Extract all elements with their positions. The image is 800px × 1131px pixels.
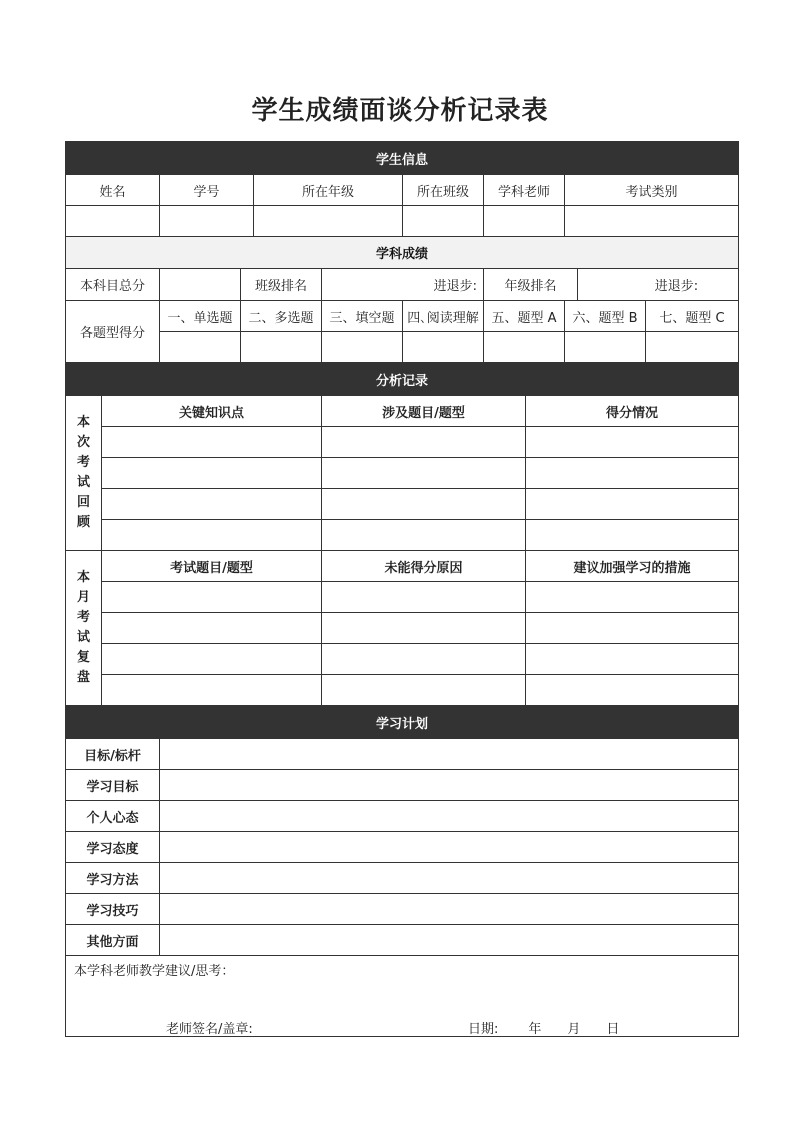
grade-rank-label: 年级排名 bbox=[484, 269, 578, 301]
review-cell[interactable] bbox=[322, 458, 526, 489]
plan-field[interactable] bbox=[160, 739, 739, 770]
monthly-header-measures: 建议加强学习的措施 bbox=[526, 551, 739, 582]
header-name: 姓名 bbox=[66, 175, 160, 206]
review-header-score: 得分情况 bbox=[526, 396, 739, 427]
form-table bbox=[65, 141, 739, 1037]
field-total-score[interactable] bbox=[160, 269, 241, 301]
plan-field[interactable] bbox=[160, 832, 739, 863]
monthly-cell[interactable] bbox=[322, 582, 526, 613]
date-line bbox=[468, 1018, 619, 1037]
header-student-id: 学号 bbox=[160, 175, 254, 206]
plan-label-benchmark: 目标/标杆 bbox=[66, 739, 160, 770]
class-rank-label: 班级排名 bbox=[241, 269, 322, 301]
plan-field[interactable] bbox=[160, 770, 739, 801]
field-teacher[interactable] bbox=[484, 206, 565, 237]
review-cell[interactable] bbox=[526, 489, 739, 520]
monthly-cell[interactable] bbox=[526, 644, 739, 675]
plan-field[interactable] bbox=[160, 894, 739, 925]
type-header-5: 五、题型 A bbox=[484, 301, 565, 332]
monthly-cell[interactable] bbox=[322, 644, 526, 675]
page-title: 学生成绩面谈分析记录表 bbox=[251, 96, 549, 126]
monthly-cell[interactable] bbox=[102, 613, 322, 644]
field-type-2[interactable] bbox=[241, 332, 322, 363]
monthly-cell[interactable] bbox=[102, 582, 322, 613]
monthly-header-reasons: 未能得分原因 bbox=[322, 551, 526, 582]
review-cell[interactable] bbox=[322, 520, 526, 551]
type-header-4: 四､阅读理解 bbox=[403, 301, 484, 332]
monthly-cell[interactable] bbox=[526, 582, 739, 613]
plan-field[interactable] bbox=[160, 925, 739, 956]
field-type-5[interactable] bbox=[484, 332, 565, 363]
field-type-1[interactable] bbox=[160, 332, 241, 363]
header-grade: 所在年级 bbox=[254, 175, 403, 206]
field-type-7[interactable] bbox=[646, 332, 739, 363]
type-header-2: 二、多选题 bbox=[241, 301, 322, 332]
section-analysis: 分析记录 bbox=[66, 363, 739, 396]
plan-label-goal: 学习目标 bbox=[66, 770, 160, 801]
type-header-1: 一、单选题 bbox=[160, 301, 241, 332]
field-class[interactable] bbox=[403, 206, 484, 237]
total-score-label: 本科目总分 bbox=[66, 269, 160, 301]
section-plan: 学习计划 bbox=[66, 706, 739, 739]
types-label: 各题型得分 bbox=[66, 301, 160, 363]
review-cell[interactable] bbox=[102, 427, 322, 458]
plan-label-skills: 学习技巧 bbox=[66, 894, 160, 925]
field-type-4[interactable] bbox=[403, 332, 484, 363]
monthly-cell[interactable] bbox=[526, 675, 739, 706]
monthly-header-questions: 考试题目/题型 bbox=[102, 551, 322, 582]
review-cell[interactable] bbox=[102, 489, 322, 520]
review-cell[interactable] bbox=[526, 458, 739, 489]
review-label: 本 次 考 试 回 顾 bbox=[66, 396, 102, 551]
field-name[interactable] bbox=[66, 206, 160, 237]
review-header-questions: 涉及题目/题型 bbox=[322, 396, 526, 427]
monthly-cell[interactable] bbox=[102, 675, 322, 706]
review-cell[interactable] bbox=[526, 427, 739, 458]
teacher-note-question: 本学科老师教学建议/思考： bbox=[74, 964, 235, 979]
field-type-6[interactable] bbox=[565, 332, 646, 363]
date-day: 日 bbox=[606, 1022, 620, 1037]
type-header-7: 七、题型 C bbox=[646, 301, 739, 332]
field-exam-type[interactable] bbox=[565, 206, 739, 237]
field-type-3[interactable] bbox=[322, 332, 403, 363]
review-cell[interactable] bbox=[102, 458, 322, 489]
date-month: 月 bbox=[567, 1022, 581, 1037]
review-header-knowledge: 关键知识点 bbox=[102, 396, 322, 427]
plan-label-other: 其他方面 bbox=[66, 925, 160, 956]
record-form bbox=[65, 141, 729, 1037]
plan-field[interactable] bbox=[160, 801, 739, 832]
section-scores: 学科成绩 bbox=[66, 237, 739, 269]
date-year: 年 bbox=[528, 1022, 542, 1037]
plan-label-attitude: 学习态度 bbox=[66, 832, 160, 863]
teacher-note-box[interactable] bbox=[66, 956, 739, 1037]
plan-field[interactable] bbox=[160, 863, 739, 894]
header-class: 所在班级 bbox=[403, 175, 484, 206]
review-cell[interactable] bbox=[322, 427, 526, 458]
field-grade[interactable] bbox=[254, 206, 403, 237]
monthly-cell[interactable] bbox=[102, 644, 322, 675]
type-header-3: 三、填空题 bbox=[322, 301, 403, 332]
field-student-id[interactable] bbox=[160, 206, 254, 237]
plan-label-method: 学习方法 bbox=[66, 863, 160, 894]
type-header-6: 六、题型 B bbox=[565, 301, 646, 332]
plan-label-mindset: 个人心态 bbox=[66, 801, 160, 832]
date-label: 日期: bbox=[468, 1022, 499, 1037]
header-exam-type: 考试类别 bbox=[565, 175, 739, 206]
review-cell[interactable] bbox=[102, 520, 322, 551]
section-student-info: 学生信息 bbox=[66, 142, 739, 175]
review-cell[interactable] bbox=[322, 489, 526, 520]
signature-label: 老师签名/盖章: bbox=[166, 1022, 253, 1037]
monthly-cell[interactable] bbox=[526, 613, 739, 644]
class-progress-label[interactable]: 进退步: bbox=[322, 269, 484, 301]
header-teacher: 学科老师 bbox=[484, 175, 565, 206]
monthly-cell[interactable] bbox=[322, 675, 526, 706]
grade-progress-label[interactable]: 进退步: bbox=[578, 269, 739, 301]
review-cell[interactable] bbox=[526, 520, 739, 551]
monthly-cell[interactable] bbox=[322, 613, 526, 644]
monthly-label: 本 月 考 试 复 盘 bbox=[66, 551, 102, 706]
